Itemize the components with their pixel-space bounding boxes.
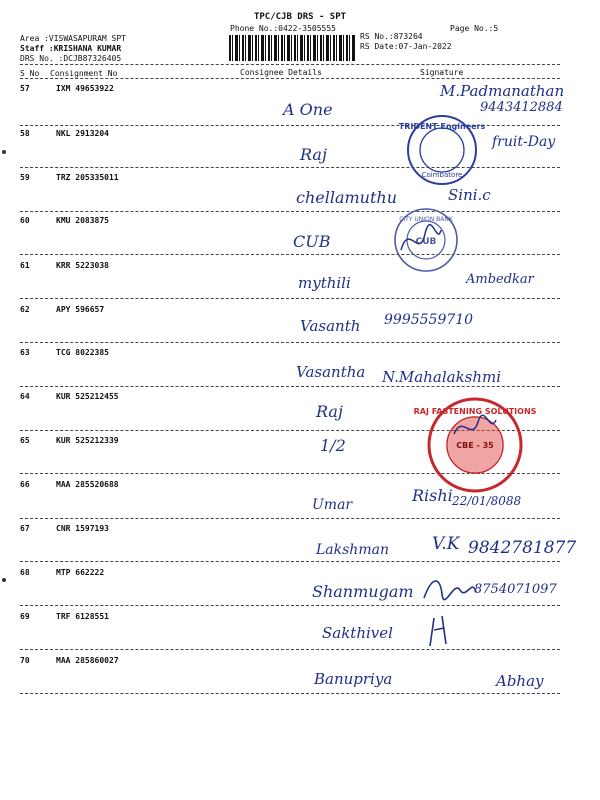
row-consignment: APY 596657 [56, 305, 105, 314]
table-row [20, 216, 560, 228]
handwritten-consignee: mythili [298, 274, 351, 292]
header-rule [20, 64, 560, 65]
signature-scribble [450, 408, 500, 448]
sheet-title: TPC/CJB DRS - SPT [253, 12, 347, 22]
handwritten-phone: 9443412884 [480, 100, 563, 115]
bank-stamp-code: CUB [415, 237, 437, 247]
row-consignment: CNR 1597193 [56, 524, 109, 533]
row-consignment: TRZ 205335011 [56, 173, 119, 182]
handwritten-signature: Sini.c [448, 186, 491, 204]
row-consignment: KRR 5223038 [56, 261, 109, 270]
row-sno: 61 [20, 261, 30, 270]
raj-stamp-code: CBE - 35 [456, 441, 494, 450]
trident-engineers-stamp [398, 113, 486, 187]
row-consignment: MAA 285520688 [56, 480, 119, 489]
row-sno: 65 [20, 436, 30, 445]
row-sno: 58 [20, 129, 30, 138]
row-consignment: TRF 6128551 [56, 612, 109, 621]
handwritten-phone: 9995559710 [384, 312, 474, 328]
table-row [20, 524, 560, 536]
handwritten-phone: 9842781877 [468, 538, 577, 558]
trident-stamp-name: TRIDENT Engineers [398, 122, 486, 131]
handwritten-signature: Abhay [496, 672, 544, 690]
bank-stamp-name: CITY UNION BANK [399, 216, 453, 223]
handwritten-signature: Ambedkar [466, 272, 534, 287]
handwritten-signature: V.K [432, 534, 460, 554]
row-consignment: NKL 2913204 [56, 129, 109, 138]
handwritten-consignee: Lakshman [316, 542, 389, 558]
row-divider [20, 167, 560, 168]
handwritten-date: 22/01/8088 [452, 494, 522, 508]
handwritten-consignee: Raj [316, 402, 343, 421]
row-divider [20, 298, 560, 299]
row-consignment: KUR 525212455 [56, 392, 119, 401]
row-consignment: MAA 285860027 [56, 656, 119, 665]
handwritten-signature: M.Padmanathan [440, 82, 565, 100]
row-consignment: KUR 525212339 [56, 436, 119, 445]
trident-stamp-city: Coimbatore [421, 171, 463, 179]
row-sno: 57 [20, 84, 30, 93]
phone-number: Phone No.:0422-3505555 [230, 24, 336, 33]
signature-scribble [395, 220, 445, 260]
rs-date: RS Date:07-Jan-2022 [360, 42, 452, 51]
handwritten-consignee: Shanmugam [312, 582, 414, 601]
raj-stamp-name: RAJ FASTENING SOLUTIONS [413, 407, 537, 416]
row-sno: 64 [20, 392, 30, 401]
handwritten-consignee: A One [283, 100, 333, 119]
handwritten-consignee: Banupriya [314, 670, 393, 688]
row-sno: 66 [20, 480, 30, 489]
row-divider [20, 342, 560, 343]
table-row [20, 305, 560, 317]
signature-scribble [420, 570, 480, 606]
row-divider [20, 386, 560, 387]
handwritten-signature: fruit-Day [492, 134, 556, 150]
row-divider [20, 254, 560, 255]
handwritten-phone: 8754071097 [474, 582, 557, 597]
row-consignment: KMU 2083875 [56, 216, 109, 225]
handwritten-consignee: Umar [312, 497, 353, 513]
row-sno: 67 [20, 524, 30, 533]
page-number: Page No.:5 [450, 24, 499, 33]
handwritten-signature: Rishi [412, 486, 453, 505]
handwritten-consignee: Sakthivel [322, 624, 393, 642]
table-row [20, 612, 560, 624]
row-consignment: IXM 49653922 [56, 84, 114, 93]
handwritten-consignee: Vasanth [300, 317, 361, 335]
row-divider [20, 693, 560, 694]
row-divider [20, 211, 560, 212]
staff-label: Staff :KRISHANA KUMAR [20, 44, 122, 53]
handwritten-consignee: Vasantha [296, 363, 366, 381]
handwritten-consignee: CUB [293, 232, 331, 251]
row-sno: 68 [20, 568, 30, 577]
punch-hole [2, 578, 6, 582]
handwritten-signature: N.Mahalakshmi [382, 368, 502, 386]
row-sno: 59 [20, 173, 30, 182]
row-divider [20, 649, 560, 650]
col-signature: Signature [420, 68, 464, 77]
rs-number: RS No.:873264 [360, 32, 423, 41]
handwritten-consignee: chellamuthu [296, 188, 398, 207]
col-consignment: Consignment No [50, 69, 118, 78]
drs-number: DRS No. :DCJB87326405 [20, 54, 122, 63]
header-rule [20, 78, 560, 79]
handwritten-consignee: 1/2 [320, 436, 346, 455]
row-divider [20, 518, 560, 519]
row-sno: 62 [20, 305, 30, 314]
row-divider [20, 561, 560, 562]
table-row [20, 173, 560, 185]
row-sno: 60 [20, 216, 30, 225]
row-sno: 63 [20, 348, 30, 357]
row-consignment: TCG 8022385 [56, 348, 109, 357]
row-consignment: MTP 662222 [56, 568, 105, 577]
handwritten-consignee: Raj [300, 145, 327, 164]
barcode [229, 35, 356, 61]
row-sno: 70 [20, 656, 30, 665]
table-row [20, 348, 560, 360]
row-sno: 69 [20, 612, 30, 621]
signature-scribble [420, 610, 460, 650]
col-consignee: Consignee Details [240, 68, 322, 77]
punch-hole [2, 150, 6, 154]
table-row [20, 656, 560, 668]
col-sno: S No [20, 69, 40, 78]
area-label: Area :VISWASAPURAM SPT [20, 34, 126, 43]
